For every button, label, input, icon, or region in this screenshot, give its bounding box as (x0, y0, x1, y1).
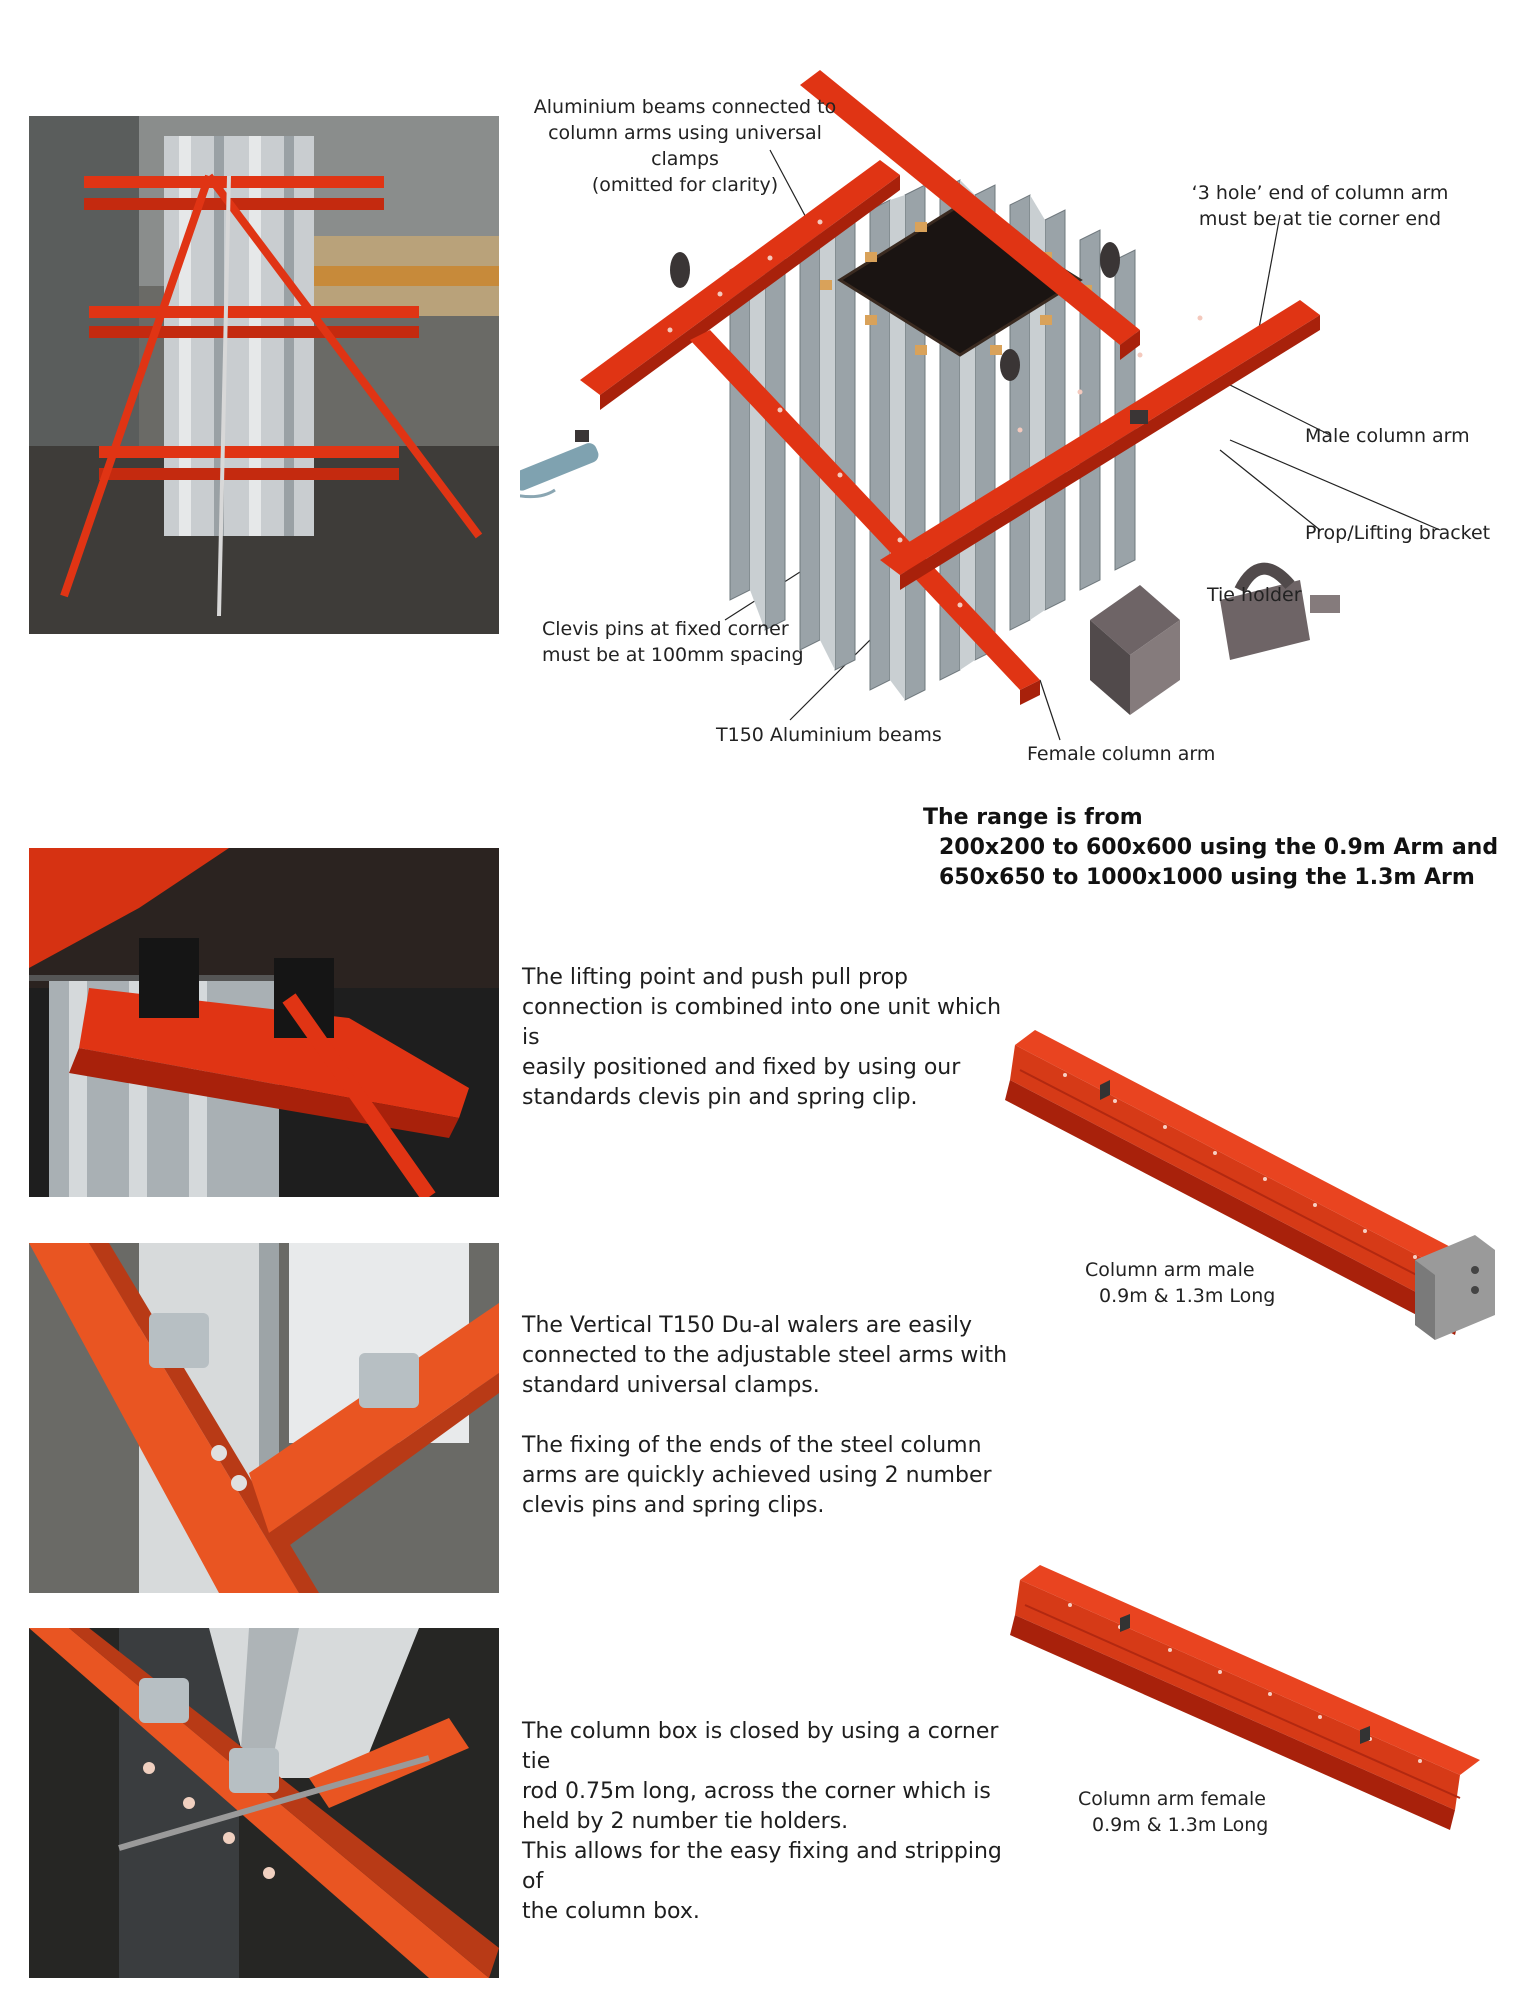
text-column-box-line3: held by 2 number tie holders. (522, 1809, 849, 1834)
label-aluminium-beams (520, 94, 850, 198)
label-aluminium-beams-line3: (omitted for clarity) (591, 174, 779, 196)
range-line1: 200x200 to 600x600 using the 0.9m Arm and (939, 835, 1499, 860)
text-fixing-ends-line3: clevis pins and spring clips. (522, 1493, 825, 1518)
text-column-box-line2: rod 0.75m long, across the corner which is (522, 1779, 991, 1804)
label-male-column-arm: Male column arm (1305, 425, 1470, 447)
photo-corner-tie-rod (29, 1628, 499, 1978)
label-three-hole-line1: ‘3 hole’ end of column arm (1191, 182, 1449, 204)
text-easy-fixing (522, 1837, 1022, 1927)
label-male-arm-name: Column arm male (1085, 1259, 1255, 1281)
label-female-arm (1078, 1786, 1268, 1838)
text-column-box (522, 1717, 1022, 1837)
text-lifting-point-line3: easily positioned and fixed by using our (522, 1055, 961, 1080)
label-female-arm-name: Column arm female (1078, 1788, 1266, 1810)
label-female-column-arm: Female column arm (1027, 743, 1216, 765)
text-vertical-walers (522, 1311, 1022, 1401)
text-fixing-ends (522, 1431, 1022, 1521)
label-male-arm-length: 0.9m & 1.3m Long (1099, 1285, 1276, 1307)
photo-lifting-point (29, 848, 499, 1197)
text-lifting-point-line1: The lifting point and push pull prop (522, 965, 908, 990)
text-vertical-walers-line2: connected to the adjustable steel arms with (522, 1343, 1008, 1368)
photo-column-formwork-assembly (29, 116, 499, 634)
text-lifting-point-line4: standards clevis pin and spring clip. (522, 1085, 918, 1110)
text-vertical-walers-line1: The Vertical T150 Du-al walers are easily (522, 1313, 973, 1338)
label-tie-holder: Tie holder (1207, 584, 1302, 606)
text-easy-fixing-line1: This allows for the easy fixing and stripping of (522, 1839, 1002, 1894)
label-prop-lifting-bracket: Prop/Lifting bracket (1305, 522, 1491, 544)
text-fixing-ends-line1: The fixing of the ends of the steel column (522, 1433, 982, 1458)
label-aluminium-beams-line1: Aluminium beams connected to (533, 96, 837, 118)
text-column-box-line1: The column box is closed by using a corner tie (522, 1719, 999, 1774)
label-t150-beams: T150 Aluminium beams (716, 724, 942, 746)
label-clevis-pins (542, 616, 804, 668)
text-vertical-walers-line3: standard universal clamps. (522, 1373, 820, 1398)
photo-universal-clamps (29, 1243, 499, 1593)
label-female-arm-length: 0.9m & 1.3m Long (1092, 1814, 1269, 1836)
text-easy-fixing-line2: the column box. (522, 1899, 700, 1924)
text-fixing-ends-line2: arms are quickly achieved using 2 number (522, 1463, 992, 1488)
text-lifting-point (522, 963, 1022, 1113)
label-three-hole-line2: must be at tie corner end (1198, 208, 1442, 230)
label-male-arm (1085, 1257, 1275, 1309)
text-lifting-point-line2: connection is combined into one unit which is (522, 995, 1002, 1050)
label-three-hole-end (1170, 180, 1470, 232)
label-clevis-line1: Clevis pins at fixed corner (542, 618, 789, 640)
range-heading: The range is from (923, 805, 1143, 830)
range-line2: 650x650 to 1000x1000 using the 1.3m Arm (939, 865, 1475, 890)
label-aluminium-beams-line2: column arms using universal clamps (548, 122, 822, 170)
label-clevis-line2: must be at 100mm spacing (542, 644, 804, 666)
